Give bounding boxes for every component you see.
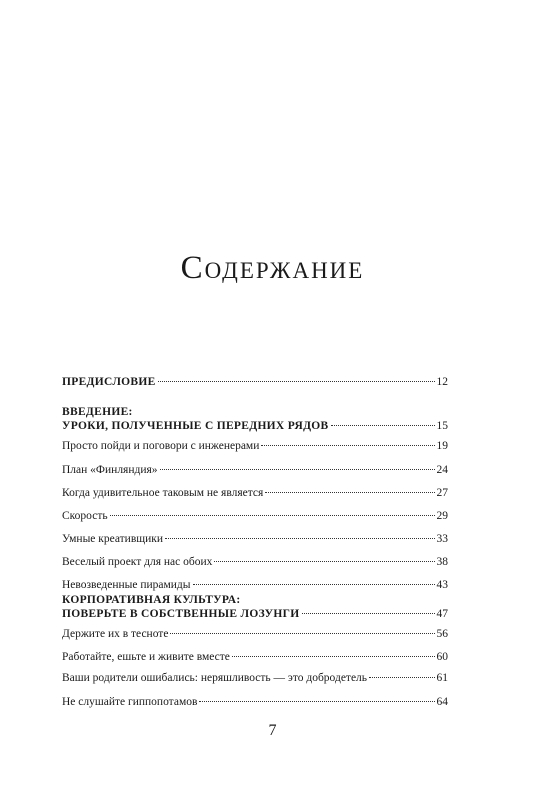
toc-entry-page: 12 xyxy=(436,376,448,388)
toc-entry-page: 56 xyxy=(436,628,448,640)
toc-entry[interactable] xyxy=(62,627,448,641)
toc-entry-label: Не слушайте гиппопотамов xyxy=(62,696,198,708)
toc-entry-label: ПРЕДИСЛОВИЕ xyxy=(62,376,156,388)
toc-entry-label: ПОВЕРЬТЕ В СОБСТВЕННЫЕ ЛОЗУНГИ xyxy=(62,608,300,620)
page-number: 7 xyxy=(268,722,277,739)
toc-leader-dots xyxy=(193,584,435,585)
toc-entry-page: 38 xyxy=(436,556,448,568)
toc-section-heading: КОРПОРАТИВНАЯ КУЛЬТУРА: xyxy=(62,594,241,606)
toc-entry[interactable] xyxy=(62,509,448,523)
toc-leader-dots xyxy=(160,469,435,470)
toc-entry-page: 43 xyxy=(436,579,448,591)
toc-leader-dots xyxy=(331,425,435,426)
toc-entry[interactable] xyxy=(62,671,448,685)
toc-entry-label: Невозведенные пирамиды xyxy=(62,579,191,591)
toc-entry[interactable] xyxy=(62,555,448,569)
toc-entry-page: 47 xyxy=(436,608,448,620)
toc-entry-page: 24 xyxy=(436,464,448,476)
toc-entry-label: Веселый проект для нас обоих xyxy=(62,556,213,568)
toc-entry[interactable] xyxy=(62,486,448,500)
toc-entry-label: План «Финляндия» xyxy=(62,464,158,476)
toc-leader-dots xyxy=(265,492,434,493)
toc-entry-page: 64 xyxy=(436,696,448,708)
toc-entry-label: Скорость xyxy=(62,510,108,522)
toc-entry-preface[interactable] xyxy=(62,375,448,389)
toc-leader-dots xyxy=(158,381,435,382)
toc-entry-label: Умные креативщики xyxy=(62,533,164,545)
toc-entry[interactable] xyxy=(62,439,448,453)
toc-leader-dots xyxy=(170,633,434,634)
toc-entry[interactable] xyxy=(62,532,448,546)
toc-leader-dots xyxy=(261,445,434,446)
toc-entry-page: 19 xyxy=(436,440,448,452)
toc-entry-introduction[interactable] xyxy=(62,405,448,433)
toc-leader-dots xyxy=(369,677,434,678)
toc-leader-dots xyxy=(232,656,435,657)
toc-entry-corporate-culture[interactable] xyxy=(62,593,448,621)
toc-entry-label: Ваши родители ошибались: неряшливость — это добродетель xyxy=(62,672,368,684)
toc-entry-label: Держите их в тесноте xyxy=(62,628,169,640)
toc-entry-page: 15 xyxy=(436,420,448,432)
toc-entry-label: Работайте, ешьте и живите вместе xyxy=(62,651,230,663)
toc-entry[interactable] xyxy=(62,463,448,477)
page-title: Содержание xyxy=(180,250,365,286)
toc-entry-page: 60 xyxy=(436,651,448,663)
toc-entry[interactable] xyxy=(62,578,448,592)
toc-leader-dots xyxy=(199,701,434,702)
toc-entry-page: 33 xyxy=(436,533,448,545)
toc-entry-page: 61 xyxy=(436,672,448,684)
toc-entry[interactable] xyxy=(62,695,448,709)
toc-entry-label: Когда удивительное таковым не является xyxy=(62,487,264,499)
toc-leader-dots xyxy=(214,561,434,562)
toc-entry[interactable] xyxy=(62,650,448,664)
toc-leader-dots xyxy=(110,515,435,516)
toc-entry-page: 29 xyxy=(436,510,448,522)
toc-leader-dots xyxy=(302,613,435,614)
toc-section-heading: ВВЕДЕНИЕ: xyxy=(62,406,133,418)
toc-entry-page: 27 xyxy=(436,487,448,499)
toc-leader-dots xyxy=(165,538,434,539)
toc-entry-label: Просто пойди и поговори с инженерами xyxy=(62,440,260,452)
toc-entry-label: УРОКИ, ПОЛУЧЕННЫЕ С ПЕРЕДНИХ РЯДОВ xyxy=(62,420,329,432)
